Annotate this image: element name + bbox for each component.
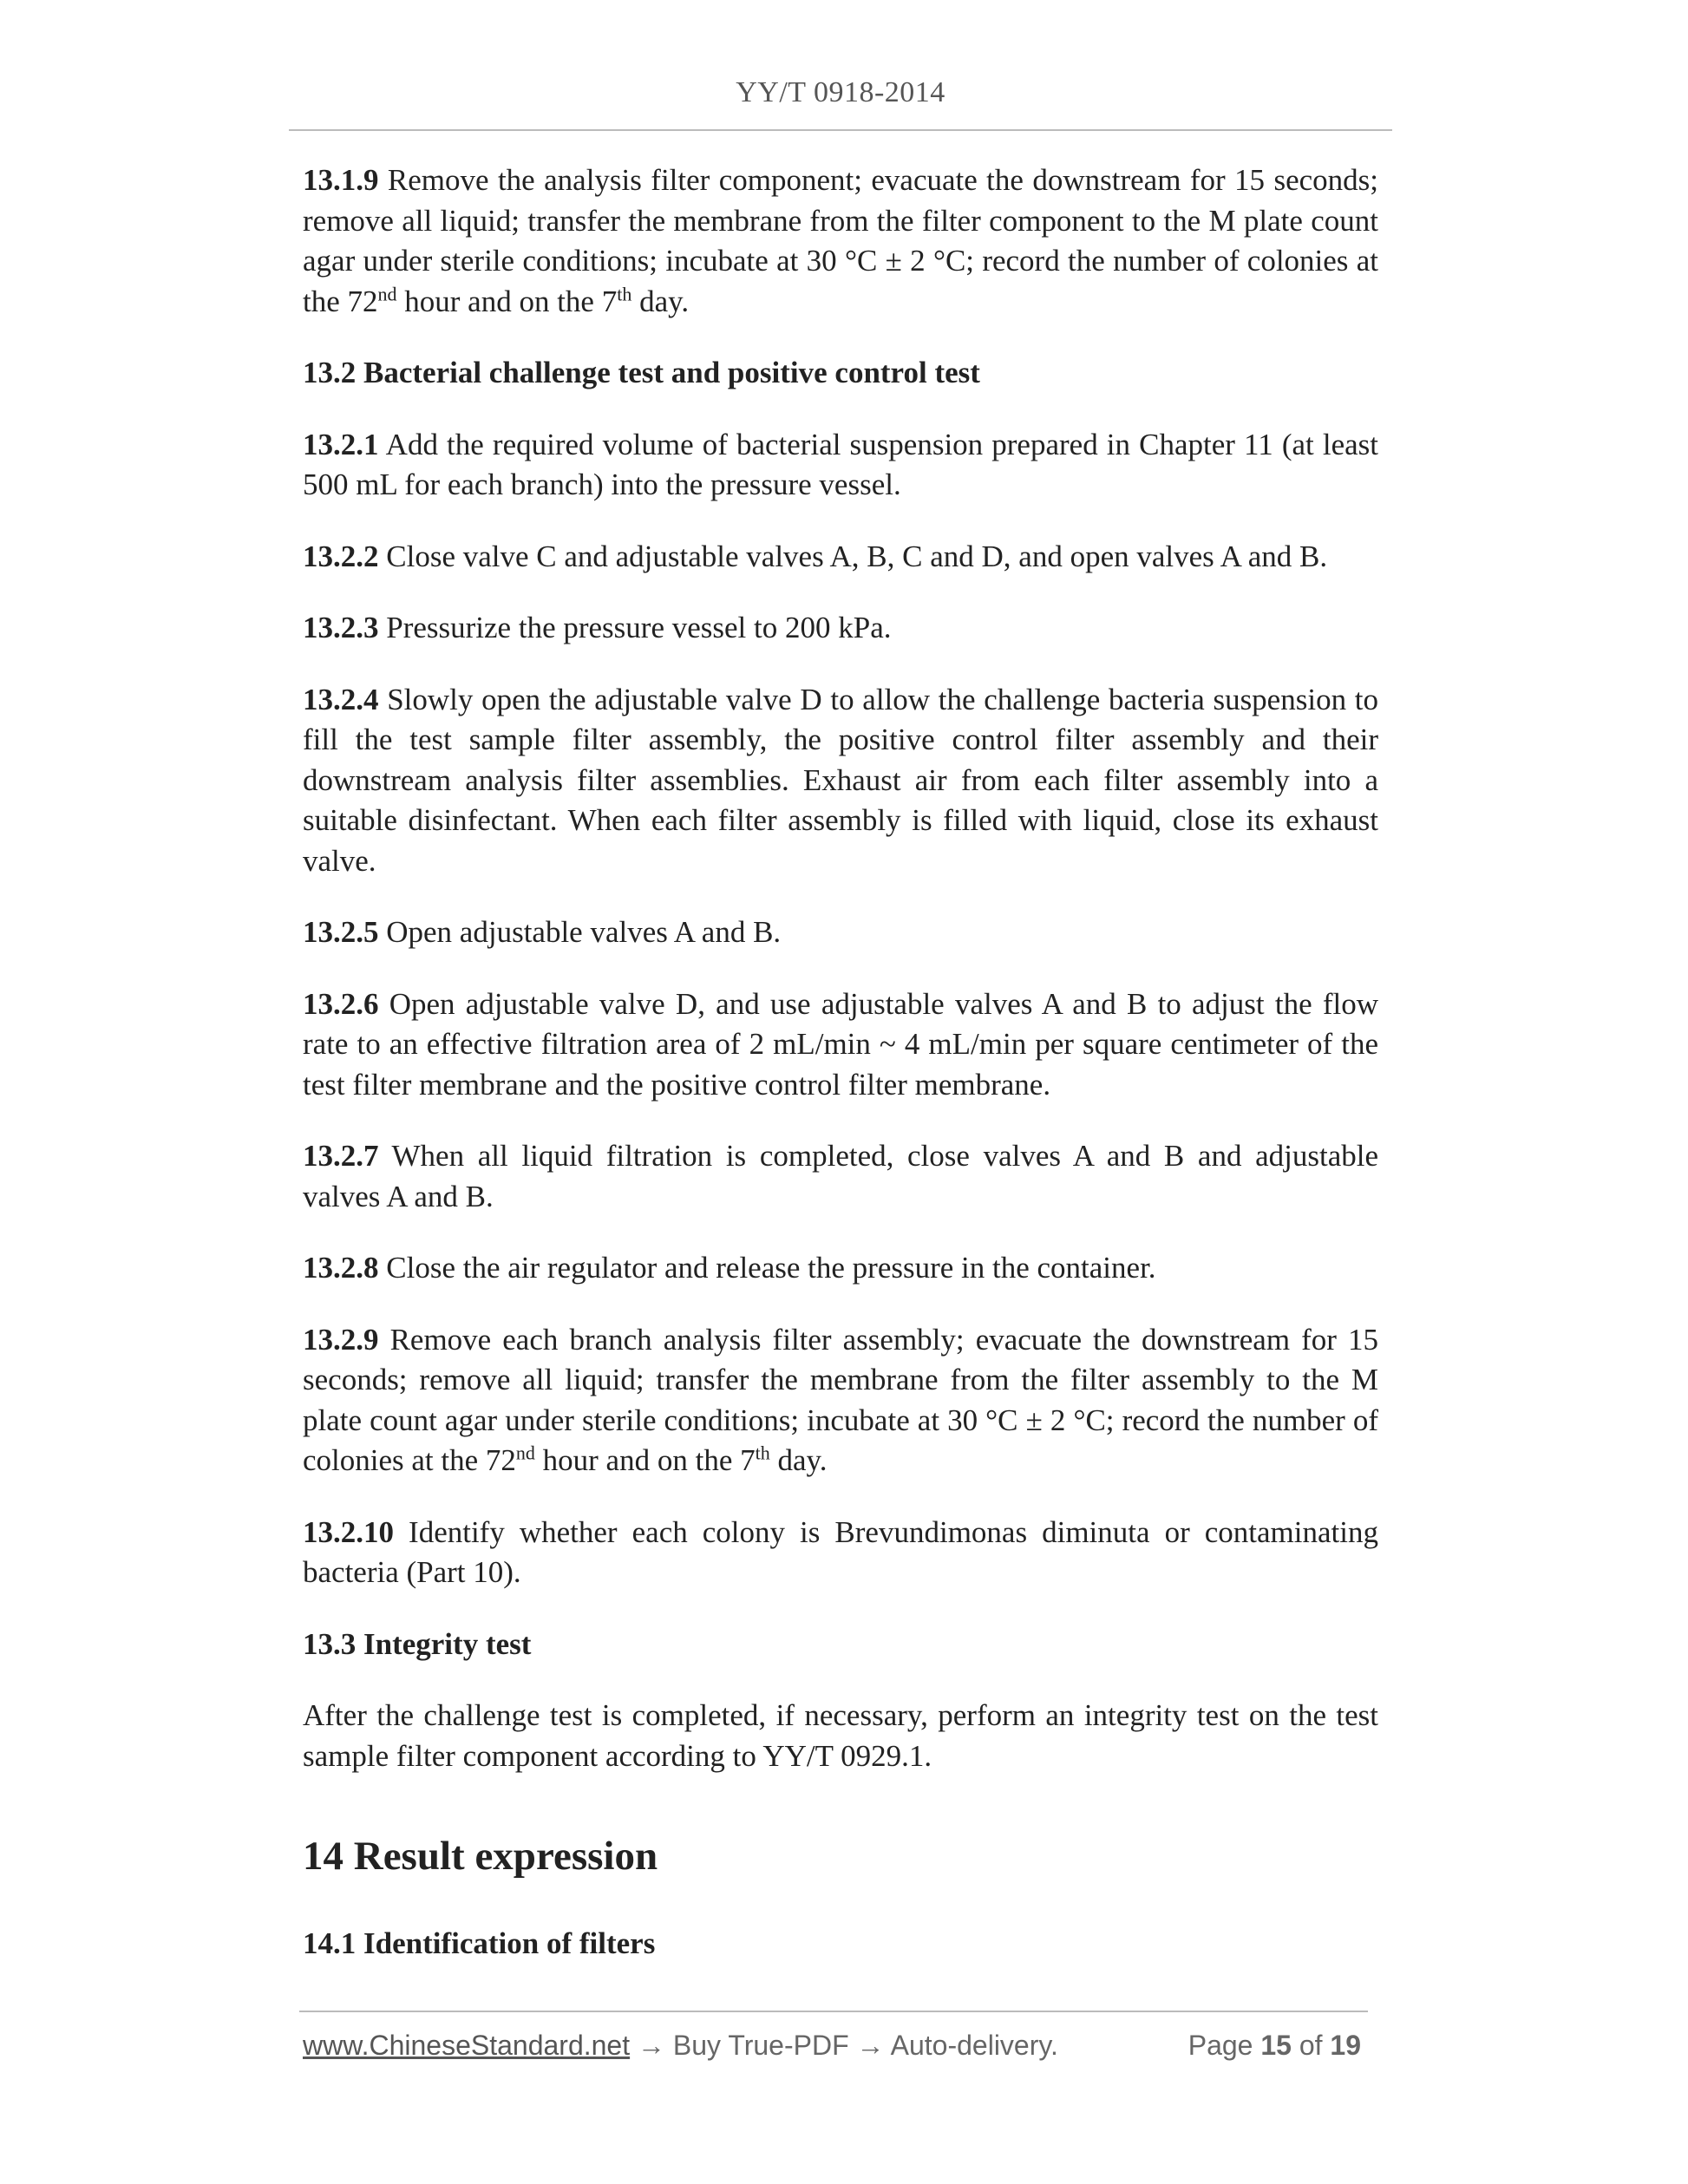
arrow-icon: →	[630, 2030, 673, 2061]
footer-promo	[303, 2030, 1058, 2062]
footer-divider	[299, 2011, 1368, 2012]
ordinal-suffix: nd	[377, 282, 397, 304]
clause-13-2-10	[303, 1513, 1378, 1593]
clause-13-2-9	[303, 1320, 1378, 1481]
header-divider	[289, 129, 1392, 131]
section-heading-13-2: 13.2 Bacterial challenge test and positive control test	[303, 356, 980, 389]
clause-text: Add the required volume of bacterial suspension prepared in Chapter 11 (at least 500 mL for each branch) into the pressure vessel.	[303, 427, 1378, 501]
section-heading-13-3: 13.3 Integrity test	[303, 1626, 532, 1661]
ordinal-suffix: th	[755, 1442, 770, 1464]
clause-text: day.	[769, 1443, 828, 1477]
clause-13-2-8	[303, 1248, 1378, 1289]
clause-number: 13.2.8	[303, 1251, 379, 1285]
clause-text: day.	[631, 284, 690, 318]
site-link[interactable]: www.ChineseStandard.net	[303, 2030, 631, 2061]
page-counter	[1188, 2030, 1361, 2062]
page-word: Page	[1187, 2030, 1261, 2061]
clause-13-2-7	[303, 1136, 1378, 1217]
page-header: YY/T 0918-2014	[736, 76, 945, 108]
clause-text: Pressurize the pressure vessel to 200 kPa.	[378, 611, 892, 644]
clause-number: 13.2.1	[303, 427, 379, 461]
clause-13-2-6	[303, 984, 1378, 1106]
clause-text: Open adjustable valves A and B.	[378, 915, 782, 949]
arrow-icon: →	[848, 2030, 891, 2061]
clause-number: 13.2.4	[303, 682, 379, 716]
of-word: of	[1291, 2030, 1331, 2061]
clause-text: Identify whether each colony is Brevundimonas diminuta or contaminating bacteria (Part 10).	[303, 1514, 1378, 1589]
clause-number: 13.2.5	[303, 915, 379, 949]
clause-text: Open adjustable valve D, and use adjustable valves A and B to adjust the flow rate to an effective filtration area of 2 mL/min ~ 4 mL/min per square centimeter of the test filter membrane and the positive control filter membrane.	[303, 986, 1378, 1102]
clause-number: 13.1.9	[303, 163, 379, 197]
clause-number: 13.2.6	[303, 986, 379, 1021]
clause-number: 13.2.3	[303, 611, 379, 644]
clause-text: hour and on the 7	[534, 1443, 756, 1477]
clause-text: Remove each branch analysis filter assembly; evacuate the downstream for 15 seconds; remove all liquid; transfer the membrane from the filter assembly to the M plate count agar under sterile conditions; incubate at 30 °C ± 2 °C; record the number of colonies at the 72	[303, 1322, 1378, 1477]
clause-number: 13.2.9	[303, 1322, 379, 1357]
paragraph-13-3: After the challenge test is completed, if necessary, perform an integrity test on the test sample filter component according to YY/T 0929.1.	[303, 1698, 1378, 1773]
clause-number: 13.2.10	[303, 1514, 394, 1549]
clause-13-2-1	[303, 425, 1378, 506]
clause-13-2-4	[303, 680, 1378, 882]
clause-text: Close valve C and adjustable valves A, B, C and D, and open valves A and B.	[378, 539, 1328, 573]
ordinal-suffix: nd	[515, 1442, 535, 1464]
clause-13-2-2	[303, 537, 1378, 578]
clause-text: When all liquid filtration is completed, close valves A and B and adjustable valves A and B.	[303, 1139, 1378, 1213]
clause-13-2-3	[303, 608, 1378, 649]
clause-text: Close the air regulator and release the pressure in the container.	[378, 1251, 1156, 1285]
clause-number: 13.2.2	[303, 539, 379, 573]
chapter-heading-14: 14 Result expression	[303, 1834, 658, 1879]
clause-text: Remove the analysis filter component; evacuate the downstream for 15 seconds; remove all liquid; transfer the membrane from the filter component to the M plate count agar under sterile conditions; incubate at 30 °C ± 2 °C; record the number of colonies at the 72	[303, 163, 1378, 318]
clause-13-1-9	[303, 160, 1378, 322]
section-heading-14-1: 14.1 Identification of filters	[303, 1926, 656, 1960]
ordinal-suffix: th	[617, 282, 632, 304]
buy-label: Buy True-PDF	[672, 2030, 849, 2061]
delivery-label: Auto-delivery.	[890, 2030, 1058, 2061]
clause-13-2-5	[303, 912, 1378, 953]
current-page: 15	[1260, 2030, 1292, 2061]
document-body	[303, 160, 1378, 1965]
clause-text: Slowly open the adjustable valve D to allow the challenge bacteria suspension to fill the test sample filter assembly, the positive control filter assembly and their downstream analysis filter assemblies. Exhaust air from each filter assembly into a suitable disinfectant. When each filter assembly is filled with liquid, close its exhaust valve.	[303, 682, 1378, 878]
page-footer	[303, 2030, 1368, 2068]
total-pages: 19	[1330, 2030, 1361, 2061]
clause-number: 13.2.7	[303, 1139, 379, 1173]
clause-text: hour and on the 7	[396, 284, 618, 318]
